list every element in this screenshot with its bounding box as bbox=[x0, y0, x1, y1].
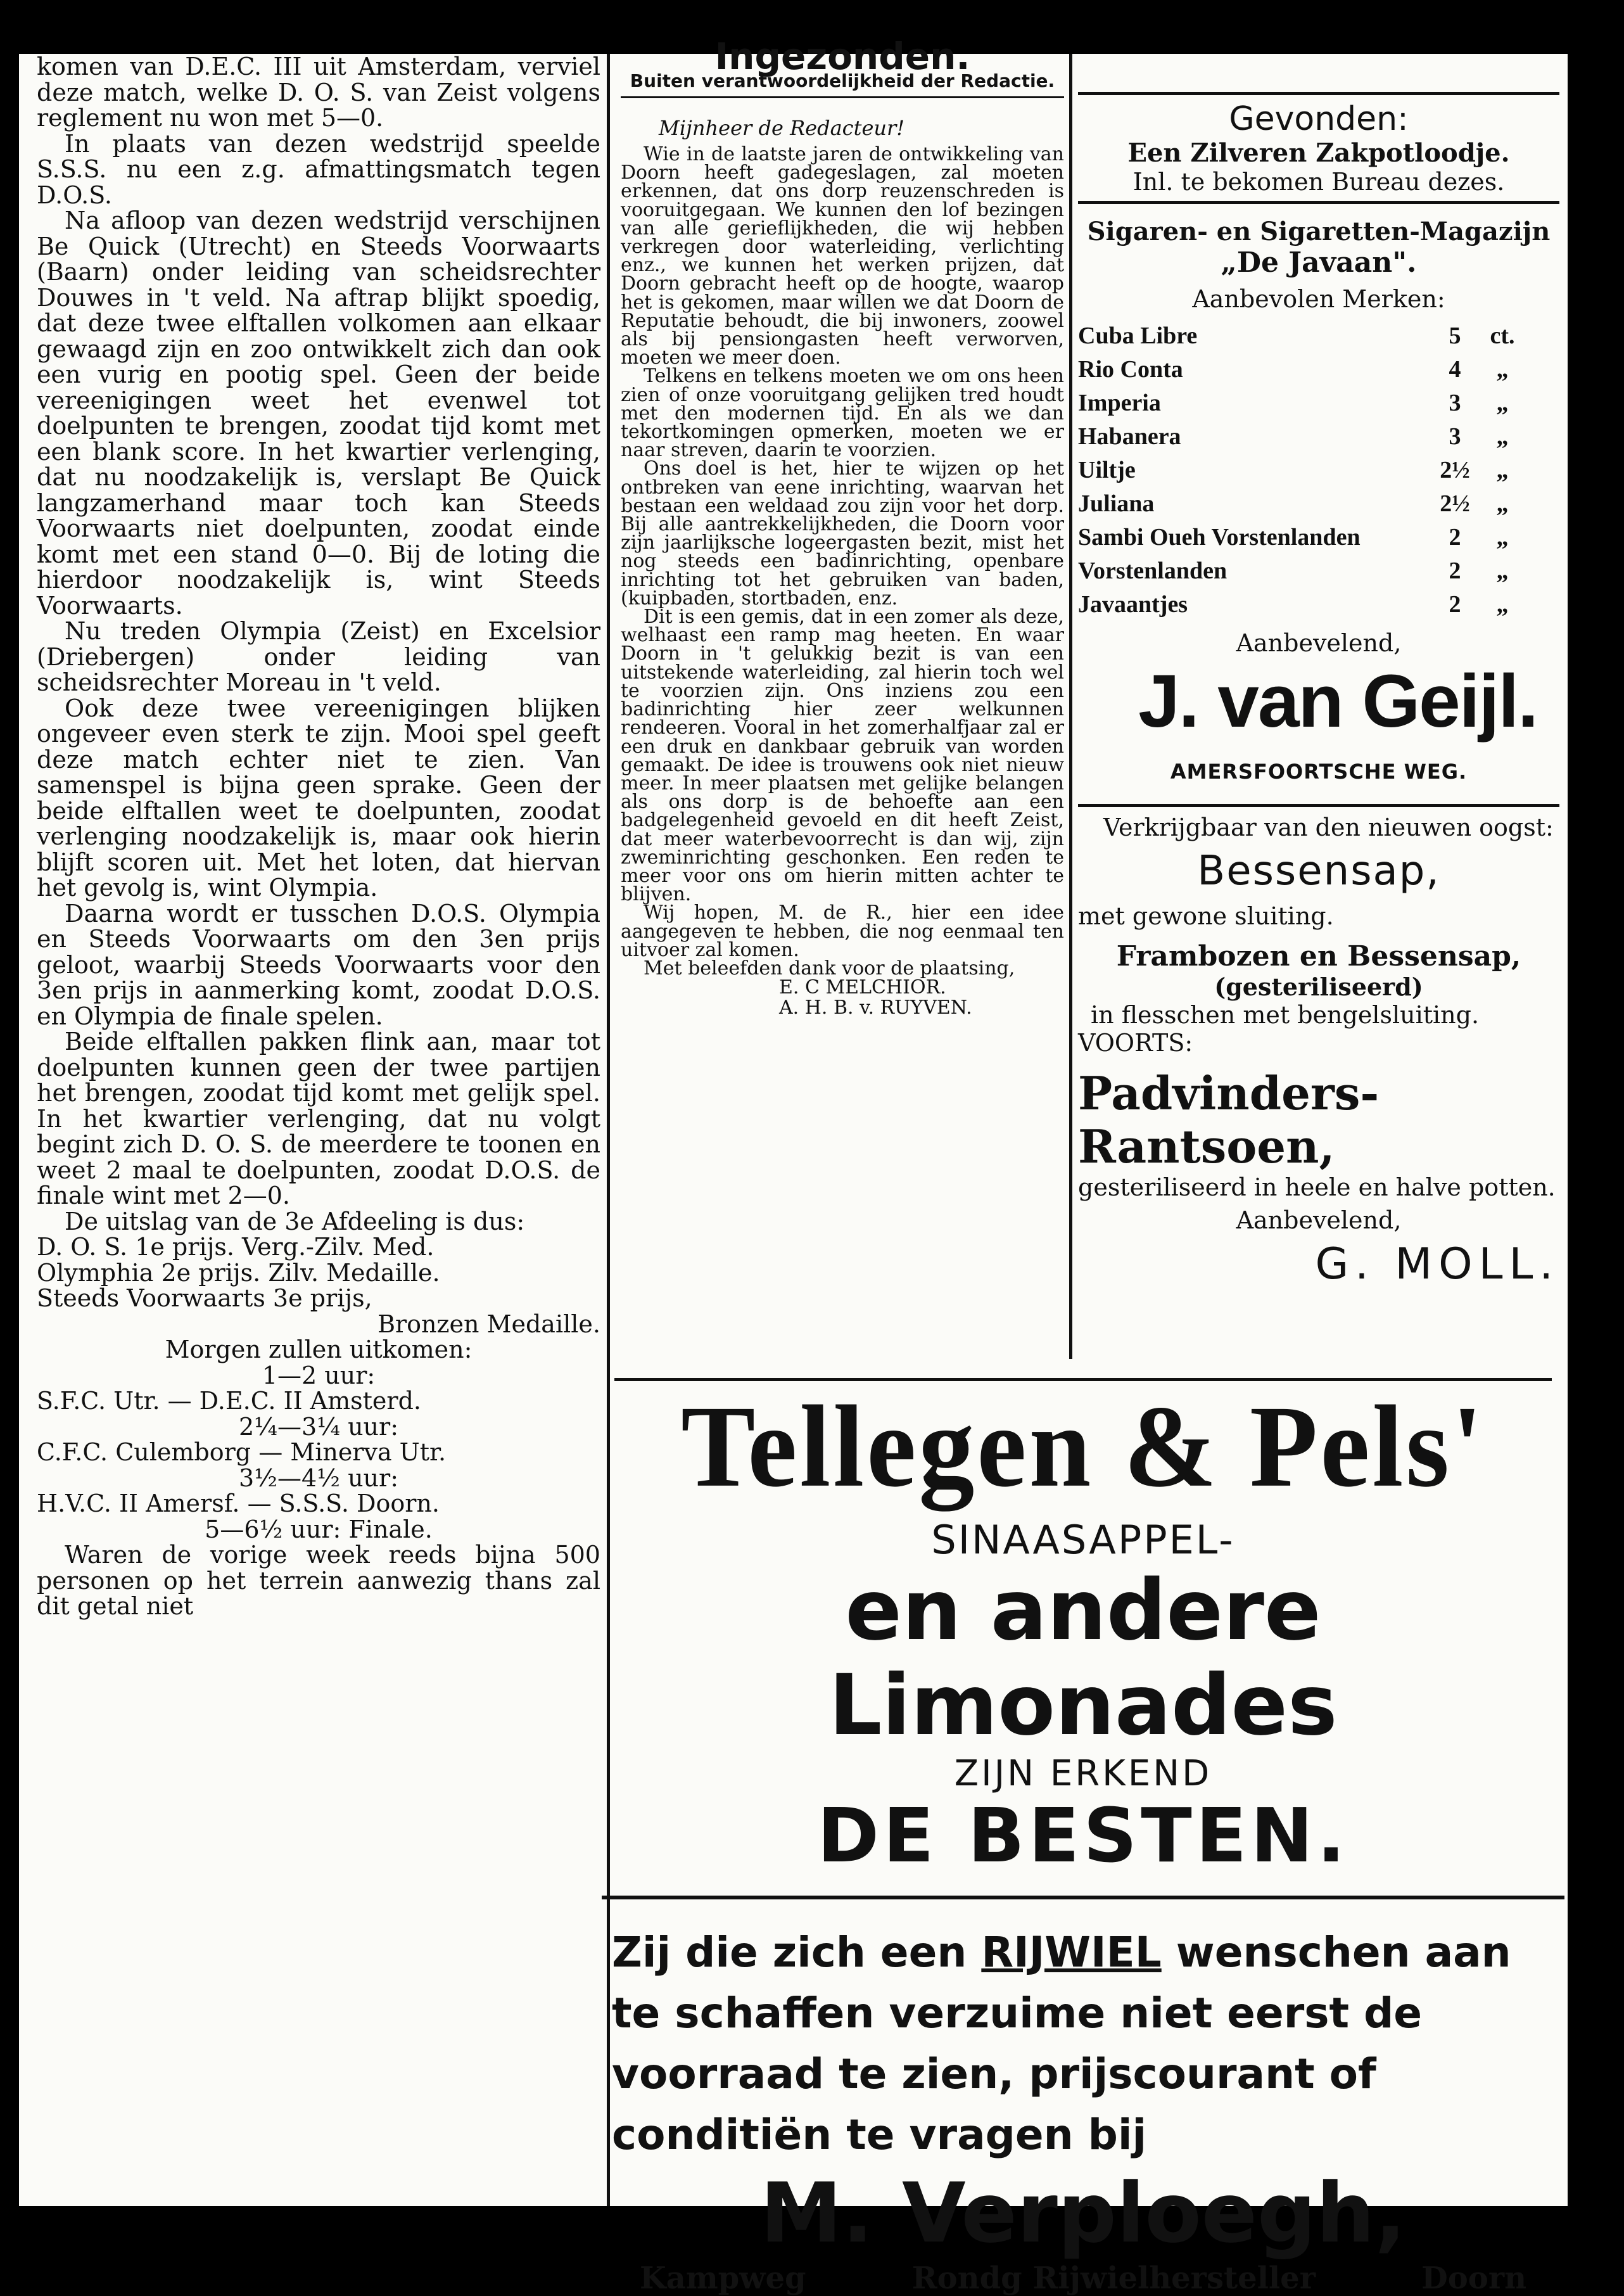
schedule-line: 3½—4½ uur: bbox=[238, 1464, 398, 1492]
schedule-line: H.V.C. II Amersf. — S.S.S. Doorn. bbox=[37, 1489, 440, 1517]
brand-row bbox=[1078, 521, 1559, 554]
cigar-ad bbox=[1078, 217, 1559, 784]
report-paragraph: Nu treden Olympia (Zeist) en Excelsior (Driebergen) onder leiding van scheidsrechter Moreau in 't veld. bbox=[37, 617, 600, 696]
divider bbox=[1078, 92, 1559, 95]
bes-title: Bessensap, bbox=[1197, 848, 1440, 895]
framb-sub: (gesteriliseerd) bbox=[1214, 973, 1423, 1001]
tellegen-line: DE BESTEN. bbox=[817, 1792, 1349, 1879]
gevonden-info: Inl. te bekomen Bureau dezes. bbox=[1132, 168, 1505, 196]
schedule-intro: Morgen zullen uitkomen: bbox=[165, 1336, 473, 1363]
cigar-shop-title: Sigaren- en Sigaretten-Magazijn bbox=[1087, 217, 1551, 246]
letter-paragraph: Met beleefden dank voor de plaatsing, bbox=[644, 957, 1015, 979]
brand-price: 2 bbox=[1449, 591, 1461, 618]
brand-name: Vorstenlanden bbox=[1078, 558, 1228, 584]
brand-name: Habanera bbox=[1078, 423, 1181, 450]
signature: E. C MELCHIOR. bbox=[779, 976, 946, 999]
letter-paragraph: Dit is een gemis, dat in een zomer als deze, welhaast een ramp mag heeten. En waar Doorn in 't gelukkig bezit is van een uitstekende waterleiding, zal hierin toch wel te voorzien zijn. Ons inziens zou een badinrichting hier zeer welkunnen rendeeren. Vooral in het zomerhalfjaar zal er een druk en dankbaar gebruik van worden gemaakt. De idee is trouwens ook niet nieuw meer. In meer plaatsen met gelijke belangen als ons dorp is de behoefte aan een badgelegenheid gevoeld en dit heeft Zeist, dat meer waterbevoorrecht is dan wij, zijn zweminrichting geschonken. Een reden te meer voor ons om hierin mitten achter te blijven. bbox=[621, 606, 1064, 906]
divider bbox=[1078, 804, 1559, 807]
schedule-line: 5—6½ uur: Finale. bbox=[205, 1515, 433, 1543]
letters-column bbox=[621, 35, 1064, 1019]
report-paragraph: Na afloop van dezen wedstrijd verschijnen Be Quick (Utrecht) en Steeds Voorwaarts (Baarn) onder leiding van scheidsrechter Douwes in 't veld. Na aftrap blijkt spoedig, dat deze twee elftallen volkomen aan elkaar gewaagd zijn en zoo ontwikkelt zich dan ook een vurig en pootig spel. Geen der beide vereenigingen weet het evenwel tot doelpunten te brengen, zoodat tijd komt met een blank score. In het kwartier verlenging, dat nu noodzakelijk is, verslapt Be Quick langzamerhand maar toch kan Steeds Voorwaarts niet doelpunten, zoodat einde komt met een stand 0—0. Bij de loting die hierdoor noodzakelijk is, wint Steeds Voorwaarts. bbox=[37, 207, 600, 620]
divider bbox=[1078, 201, 1559, 204]
brand-unit: „ bbox=[1496, 457, 1509, 483]
brand-price: 4 bbox=[1449, 356, 1461, 383]
signature: A. H. B. v. RUYVEN. bbox=[779, 997, 972, 1019]
tellegen-brand: Tellegen & Pels' bbox=[681, 1382, 1485, 1512]
rijwiel-text: Zij die zich een bbox=[612, 1928, 967, 1977]
brand-unit: „ bbox=[1496, 390, 1509, 416]
newspaper-page bbox=[19, 35, 1568, 2296]
cigar-owner: J. van Geijl. bbox=[1138, 660, 1537, 743]
brand-name: Juliana bbox=[1078, 490, 1155, 517]
brand-unit: „ bbox=[1496, 558, 1509, 584]
brand-row bbox=[1078, 386, 1559, 420]
brand-price: 3 bbox=[1449, 390, 1461, 416]
footer-street: Kampweg bbox=[640, 2261, 806, 2296]
gevonden-ad bbox=[1078, 100, 1559, 196]
tellegen-line: ZIJN ERKEND bbox=[954, 1753, 1212, 1794]
brand-unit: „ bbox=[1496, 591, 1509, 618]
brand-price: 2 bbox=[1449, 558, 1461, 584]
report-paragraph: Daarna wordt er tusschen D.O.S. Olympia en Steeds Voorwaarts om den 3en prijs geloot, waarbij Steeds Voorwaarts voor den 3en prijs in aanmerking komt, zoodat D.O.S. en Olympia de finale spelen. bbox=[37, 899, 600, 1030]
report-paragraph: De uitslag van de 3e Afdeeling is dus: bbox=[65, 1207, 525, 1235]
brand-row bbox=[1078, 554, 1559, 588]
rijwiel-ad-text bbox=[602, 1922, 1564, 2165]
letter-paragraph: Wij hopen, M. de R., hier een idee aangegeven te hebben, die nog eenmaal ten uitvoer zal komen. bbox=[621, 902, 1064, 961]
brand-name: Rio Conta bbox=[1078, 356, 1183, 383]
brand-price: 5 bbox=[1449, 322, 1461, 349]
report-paragraph: Waren de vorige week reeds bijna 500 personen op het terrein aanwezig thans zal dit getal niet bbox=[37, 1541, 600, 1620]
brand-row bbox=[1078, 588, 1559, 622]
rijwiel-footer bbox=[602, 2261, 1564, 2296]
bes-intro: Verkrijgbaar van den nieuwen oogst: bbox=[1103, 813, 1554, 841]
divider bbox=[614, 1378, 1552, 1381]
brand-name: Uiltje bbox=[1078, 457, 1136, 483]
moll-recommend: Aanbevelend, bbox=[1236, 1206, 1402, 1234]
section-title: Ingezonden. bbox=[714, 35, 970, 78]
advertisement-column bbox=[1078, 54, 1559, 1332]
gevonden-item: Een Zilveren Zakpotloodje. bbox=[1127, 138, 1510, 168]
brand-row bbox=[1078, 487, 1559, 521]
cigar-address: AMERSFOORTSCHE WEG. bbox=[1170, 760, 1468, 784]
brand-list bbox=[1078, 319, 1559, 622]
rijwiel-dealer: M. Verploegh, bbox=[760, 2165, 1406, 2261]
cigar-shop-name: „De Javaan". bbox=[1221, 246, 1417, 279]
padv-note: gesteriliseerd in heele en halve potten. bbox=[1078, 1173, 1556, 1201]
result-line: Bronzen Medaille. bbox=[377, 1310, 600, 1338]
brand-price: 2½ bbox=[1440, 490, 1470, 517]
brand-unit: „ bbox=[1496, 524, 1509, 551]
footer-town: Doorn bbox=[1421, 2261, 1526, 2296]
letter-paragraph: Ons doel is het, hier te wijzen op het ontbreken van eene inrichting, waarvan het bestaan een weldaad zou zijn voor het dorp. Bij alle aantrekkelijkheden, die Doorn voor zijn jaarlijksche logeergasten bezit, mist het nog steeds een badinrichting, openbare inrichting tot het gebruiken van baden, (kuipbaden, stortbaden, enz. bbox=[621, 457, 1064, 609]
disclaimer: Buiten verantwoordelijkheid der Redactie. bbox=[630, 70, 1055, 91]
report-paragraph: In plaats van dezen wedstrijd speelde S.S.S. nu een z.g. afmattingsmatch tegen D.O.S. bbox=[37, 129, 600, 209]
schedule-line: 1—2 uur: bbox=[262, 1361, 376, 1389]
bes-note: met gewone sluiting. bbox=[1078, 902, 1334, 930]
brand-unit: „ bbox=[1496, 356, 1509, 383]
tellegen-ad bbox=[602, 1378, 1564, 2296]
brand-price: 2 bbox=[1449, 524, 1461, 551]
brand-name: Cuba Libre bbox=[1078, 322, 1198, 349]
moll-ad bbox=[1078, 813, 1559, 1289]
result-line: Olymphia 2e prijs. Zilv. Medaille. bbox=[37, 1258, 440, 1287]
rijwiel-highlight: RIJWIEL bbox=[981, 1928, 1162, 1977]
result-line: D. O. S. 1e prijs. Verg.-Zilv. Med. bbox=[37, 1233, 435, 1261]
gevonden-title: Gevonden: bbox=[1229, 100, 1409, 138]
divider bbox=[602, 1896, 1564, 1899]
letter-paragraph: Wie in de laatste jaren de ontwikkeling van Doorn heeft gadegeslagen, zal moeten erkennen, dat ons dorp reuzenschreden is vooruitgegaan. We kunnen den lof bezingen van alle gerieflijkheden, die wij hebben verkregen door waterleiding, verlichting enz., we kunnen het werken prijzen, dat Doorn gebracht heeft op de hoogte, waarop het is gekomen, maar willen we dat Doorn de Reputatie behoudt, die bij inwoners, zoowel als bij pensiongasten heeft verworven, moeten we meer doen. bbox=[621, 143, 1064, 369]
report-paragraph: Beide elftallen pakken flink aan, maar tot doelpunten kunnen geen der twee partijen het brengen, zoodat tijd komt met gelijk spel. In het kwartier verlenging, dat nu volgt begint zich D. O. S. de meerdere te toonen en weet 2 maal te doelpunten, zoodat D.O.S. de finale wint met 2—0. bbox=[37, 1028, 600, 1209]
brand-name: Sambi Oueh Vorstenlanden bbox=[1078, 524, 1361, 551]
divider bbox=[621, 96, 1064, 98]
report-paragraph: Ook deze twee vereenigingen blijken ongeveer even sterk te zijn. Mooi spel geeft deze match echter niet te zien. Van samenspel is bijna geen sprake. Geen der beide elftallen weet te doelpunten, zoodat verlenging noodzakelijk is, maar ook hierin blijft scoren uit. Met het loten, dat hiervan het gevolg is, wint Olympia. bbox=[37, 694, 600, 902]
tellegen-line: en andere Limonades bbox=[828, 1562, 1338, 1754]
schedule-line: C.F.C. Culemborg — Minerva Utr. bbox=[37, 1438, 447, 1466]
brand-row bbox=[1078, 420, 1559, 454]
brand-price: 2½ bbox=[1440, 457, 1470, 483]
report-paragraph: komen van D.E.C. III uit Amsterdam, verviel deze match, welke D. O. S. van Zeist volgens reglement nu won met 5—0. bbox=[37, 53, 600, 132]
brand-price: 3 bbox=[1449, 423, 1461, 450]
brand-unit: ct. bbox=[1490, 322, 1515, 349]
sports-report-column bbox=[37, 54, 600, 1619]
padv-title: Padvinders-Rantsoen, bbox=[1078, 1066, 1380, 1173]
column-divider-right bbox=[1069, 54, 1072, 1359]
brand-unit: „ bbox=[1496, 490, 1509, 517]
voorts-label: VOORTS: bbox=[1078, 1029, 1193, 1057]
brand-unit: „ bbox=[1496, 423, 1509, 450]
brand-row bbox=[1078, 319, 1559, 353]
brand-row bbox=[1078, 353, 1559, 386]
cigar-subtitle: Aanbevolen Merken: bbox=[1192, 285, 1445, 313]
schedule-line: 2¼—3¼ uur: bbox=[238, 1412, 398, 1441]
cigar-recommend: Aanbevelend, bbox=[1236, 629, 1402, 657]
brand-name: Javaantjes bbox=[1078, 591, 1188, 618]
brand-row bbox=[1078, 454, 1559, 487]
letter-paragraph: Telkens en telkens moeten we om ons heen zien of onze vooruitgang gelijken tred houdt met den modernen tijd. En als we dan tekortkomingen opmerken, moeten we er naar streven, daarin te voorzien. bbox=[621, 365, 1064, 462]
result-line: Steeds Voorwaarts 3e prijs, bbox=[37, 1284, 372, 1312]
tellegen-line: SINAASAPPEL- bbox=[931, 1517, 1235, 1563]
moll-name: G. MOLL. bbox=[1315, 1239, 1559, 1289]
footer-trade: Rondg Rijwielhersteller bbox=[911, 2261, 1316, 2296]
rijwiel-text: wenschen aan te schaffen verzuime niet eerst de voorraad te zien, prijscourant of conditiën te vragen bij bbox=[612, 1928, 1511, 2159]
salutation: Mijnheer de Redacteur! bbox=[659, 116, 905, 140]
framb-title: Frambozen en Bessensap, bbox=[1116, 940, 1521, 973]
framb-note: in flesschen met bengelsluiting. bbox=[1091, 1001, 1480, 1029]
schedule-line: S.F.C. Utr. — D.E.C. II Amsterd. bbox=[37, 1387, 421, 1415]
brand-name: Imperia bbox=[1078, 390, 1161, 416]
